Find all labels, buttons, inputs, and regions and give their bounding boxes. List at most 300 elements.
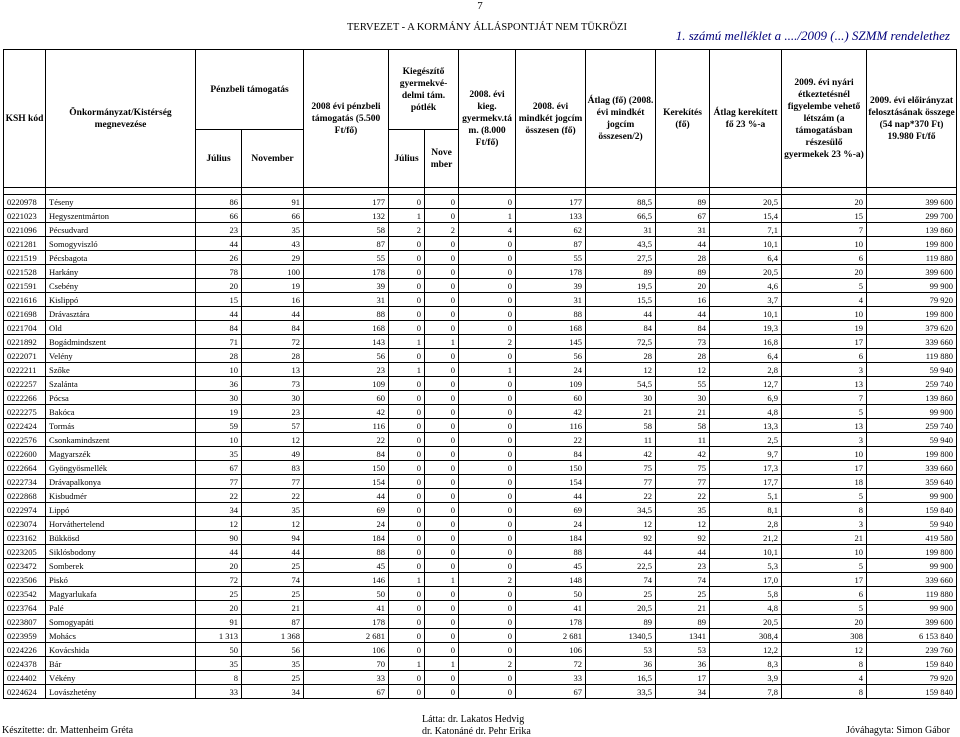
value-cell: 28 <box>656 349 710 363</box>
value-cell: 0 <box>459 405 516 419</box>
value-cell: 0 <box>389 559 425 573</box>
value-cell: 84 <box>304 447 389 461</box>
value-cell: 67 <box>656 209 710 223</box>
value-cell: 3 <box>782 433 867 447</box>
value-cell: 17 <box>782 461 867 475</box>
value-cell: 1 313 <box>196 629 242 643</box>
value-cell: 0 <box>389 531 425 545</box>
value-cell: 27,5 <box>586 251 656 265</box>
table-row <box>4 629 957 643</box>
table-row <box>4 559 957 573</box>
value-cell: 0 <box>389 419 425 433</box>
municipality-name-cell: Pécsbagota <box>46 251 196 265</box>
value-cell: 2 <box>425 223 459 237</box>
value-cell: 21 <box>782 531 867 545</box>
value-cell: 74 <box>656 573 710 587</box>
table-row <box>4 209 957 223</box>
value-cell: 67 <box>304 685 389 699</box>
value-cell: 199 800 <box>867 545 957 559</box>
value-cell: 66 <box>242 209 304 223</box>
value-cell: 399 600 <box>867 615 957 629</box>
table-row <box>4 349 957 363</box>
value-cell: 87 <box>516 237 586 251</box>
value-cell: 13 <box>782 419 867 433</box>
table-body <box>4 188 957 699</box>
value-cell: 10,1 <box>710 545 782 559</box>
value-cell: 70 <box>304 657 389 671</box>
value-cell: 87 <box>304 237 389 251</box>
value-cell: 35 <box>242 503 304 517</box>
value-cell: 21 <box>656 405 710 419</box>
value-cell: 8,3 <box>710 657 782 671</box>
value-cell: 5,8 <box>710 587 782 601</box>
value-cell: 3 <box>782 517 867 531</box>
value-cell: 5 <box>782 279 867 293</box>
value-cell: 1 <box>389 335 425 349</box>
value-cell: 74 <box>586 573 656 587</box>
value-cell: 0 <box>459 545 516 559</box>
value-cell: 178 <box>304 615 389 629</box>
value-cell: 4,6 <box>710 279 782 293</box>
value-cell: 44 <box>586 545 656 559</box>
value-cell: 60 <box>304 391 389 405</box>
value-cell: 24 <box>516 363 586 377</box>
value-cell: 72 <box>242 335 304 349</box>
value-cell: 2,5 <box>710 433 782 447</box>
value-cell: 359 640 <box>867 475 957 489</box>
value-cell: 0 <box>459 489 516 503</box>
value-cell: 1 368 <box>242 629 304 643</box>
value-cell: 16,8 <box>710 335 782 349</box>
value-cell: 18 <box>782 475 867 489</box>
municipality-name-cell: Szőke <box>46 363 196 377</box>
value-cell: 0 <box>425 279 459 293</box>
table-row <box>4 223 957 237</box>
value-cell: 20,5 <box>710 615 782 629</box>
value-cell: 60 <box>516 391 586 405</box>
value-cell: 71 <box>196 335 242 349</box>
value-cell: 26 <box>196 251 242 265</box>
col-both-total: 2008. évi mindkét jogcím összesen (fő) <box>516 50 586 188</box>
value-cell: 22,5 <box>586 559 656 573</box>
value-cell: 53 <box>586 643 656 657</box>
municipality-name-cell: Drávapalkonya <box>46 475 196 489</box>
value-cell: 35 <box>656 503 710 517</box>
value-cell: 39 <box>304 279 389 293</box>
value-cell: 20 <box>782 195 867 209</box>
col-ksh-code: KSH kód <box>4 50 46 188</box>
value-cell: 116 <box>304 419 389 433</box>
ksh-code-cell: 0221528 <box>4 265 46 279</box>
value-cell: 0 <box>425 349 459 363</box>
value-cell: 0 <box>459 601 516 615</box>
col-rounding: Kerekítés (fő) <box>656 50 710 188</box>
col-supp-november: Nove mber <box>425 130 459 188</box>
value-cell: 0 <box>389 685 425 699</box>
value-cell: 36 <box>656 657 710 671</box>
value-cell: 239 760 <box>867 643 957 657</box>
value-cell: 12,2 <box>710 643 782 657</box>
value-cell: 0 <box>389 601 425 615</box>
value-cell: 44 <box>196 545 242 559</box>
table-row <box>4 447 957 461</box>
value-cell: 6,4 <box>710 251 782 265</box>
ksh-code-cell: 0221281 <box>4 237 46 251</box>
value-cell: 84 <box>242 321 304 335</box>
value-cell: 10 <box>782 237 867 251</box>
value-cell: 0 <box>389 643 425 657</box>
value-cell: 7 <box>782 223 867 237</box>
value-cell: 2 <box>459 573 516 587</box>
value-cell: 146 <box>304 573 389 587</box>
value-cell: 0 <box>389 349 425 363</box>
value-cell: 55 <box>656 377 710 391</box>
value-cell: 0 <box>459 321 516 335</box>
value-cell: 58 <box>586 419 656 433</box>
value-cell: 44 <box>656 307 710 321</box>
municipality-name-cell: Old <box>46 321 196 335</box>
municipality-name-cell: Pécsudvard <box>46 223 196 237</box>
value-cell: 22 <box>196 489 242 503</box>
value-cell: 20 <box>656 279 710 293</box>
value-cell: 19 <box>242 279 304 293</box>
footer <box>0 712 960 737</box>
value-cell: 75 <box>586 461 656 475</box>
value-cell: 419 580 <box>867 531 957 545</box>
municipality-name-cell: Palé <box>46 601 196 615</box>
value-cell: 20,5 <box>710 195 782 209</box>
value-cell: 20 <box>782 615 867 629</box>
table-row <box>4 391 957 405</box>
value-cell: 5 <box>782 489 867 503</box>
value-cell: 30 <box>242 391 304 405</box>
municipality-name-cell: Somberek <box>46 559 196 573</box>
value-cell: 12 <box>656 363 710 377</box>
value-cell: 33 <box>196 685 242 699</box>
value-cell: 0 <box>459 629 516 643</box>
value-cell: 89 <box>656 615 710 629</box>
value-cell: 1 <box>389 573 425 587</box>
municipality-name-cell: Kislippó <box>46 293 196 307</box>
value-cell: 22 <box>516 433 586 447</box>
value-cell: 34 <box>656 685 710 699</box>
approved-by: Jóváhagyta: Simon Gábor <box>846 725 950 736</box>
value-cell: 145 <box>516 335 586 349</box>
value-cell: 44 <box>196 307 242 321</box>
value-cell: 44 <box>516 489 586 503</box>
value-cell: 92 <box>656 531 710 545</box>
value-cell: 0 <box>459 251 516 265</box>
col-supplementary-allowance: Kiegészítő gyermekvé-delmi tám. pótlék <box>389 50 459 130</box>
value-cell: 7,8 <box>710 685 782 699</box>
value-cell: 177 <box>304 195 389 209</box>
table-row <box>4 489 957 503</box>
value-cell: 10,1 <box>710 307 782 321</box>
value-cell: 25 <box>242 587 304 601</box>
value-cell: 94 <box>242 531 304 545</box>
value-cell: 89 <box>586 615 656 629</box>
value-cell: 21 <box>586 405 656 419</box>
annex-title: 1. számú melléklet a ..../2009 (...) SZMM rendelethez <box>675 28 950 43</box>
value-cell: 86 <box>196 195 242 209</box>
value-cell: 53 <box>656 643 710 657</box>
value-cell: 43 <box>242 237 304 251</box>
value-cell: 17,3 <box>710 461 782 475</box>
value-cell: 0 <box>425 545 459 559</box>
value-cell: 132 <box>304 209 389 223</box>
value-cell: 66 <box>196 209 242 223</box>
value-cell: 12 <box>586 517 656 531</box>
value-cell: 159 840 <box>867 503 957 517</box>
value-cell: 91 <box>196 615 242 629</box>
value-cell: 4,8 <box>710 405 782 419</box>
draft-notice: TERVEZET - A KORMÁNY ÁLLÁSPONTJÁT NEM TÜKRÖZI <box>347 22 627 33</box>
value-cell: 0 <box>425 419 459 433</box>
value-cell: 12 <box>782 643 867 657</box>
value-cell: 178 <box>516 265 586 279</box>
value-cell: 0 <box>389 671 425 685</box>
value-cell: 90 <box>196 531 242 545</box>
value-cell: 0 <box>389 293 425 307</box>
value-cell: 0 <box>425 531 459 545</box>
value-cell: 299 700 <box>867 209 957 223</box>
value-cell: 30 <box>586 391 656 405</box>
municipality-name-cell: Hegyszentmárton <box>46 209 196 223</box>
value-cell: 84 <box>586 321 656 335</box>
value-cell: 0 <box>425 391 459 405</box>
value-cell: 30 <box>656 391 710 405</box>
ksh-code-cell: 0221023 <box>4 209 46 223</box>
col-municipality-name: Önkormányzat/Kistérség megnevezése <box>46 50 196 188</box>
municipality-name-cell: Bár <box>46 657 196 671</box>
municipality-name-cell: Lippó <box>46 503 196 517</box>
municipality-name-cell: Magyarszék <box>46 447 196 461</box>
municipality-name-cell: Szalánta <box>46 377 196 391</box>
value-cell: 99 900 <box>867 405 957 419</box>
value-cell: 5 <box>782 601 867 615</box>
value-cell: 1 <box>459 363 516 377</box>
value-cell: 72 <box>516 657 586 671</box>
value-cell: 2,8 <box>710 363 782 377</box>
value-cell: 56 <box>304 349 389 363</box>
value-cell: 24 <box>516 517 586 531</box>
ksh-code-cell: 0222664 <box>4 461 46 475</box>
value-cell: 19,3 <box>710 321 782 335</box>
table-row <box>4 321 957 335</box>
value-cell: 15,5 <box>586 293 656 307</box>
value-cell: 17 <box>782 335 867 349</box>
value-cell: 0 <box>389 587 425 601</box>
value-cell: 69 <box>516 503 586 517</box>
col-supp-july: Július <box>389 130 425 188</box>
value-cell: 379 620 <box>867 321 957 335</box>
municipality-name-cell: Tormás <box>46 419 196 433</box>
value-cell: 31 <box>586 223 656 237</box>
col-cash-november: November <box>242 130 304 188</box>
value-cell: 13 <box>782 377 867 391</box>
table-row <box>4 615 957 629</box>
ksh-code-cell: 0221591 <box>4 279 46 293</box>
value-cell: 72 <box>196 573 242 587</box>
prepared-by: Készítette: dr. Mattenheim Gréta <box>2 725 134 736</box>
ksh-code-cell: 0222071 <box>4 349 46 363</box>
value-cell: 259 740 <box>867 419 957 433</box>
value-cell: 44 <box>196 237 242 251</box>
value-cell: 21,2 <box>710 531 782 545</box>
value-cell: 0 <box>459 615 516 629</box>
value-cell: 106 <box>516 643 586 657</box>
value-cell: 0 <box>459 279 516 293</box>
value-cell: 308,4 <box>710 629 782 643</box>
value-cell: 0 <box>459 475 516 489</box>
value-cell: 77 <box>656 475 710 489</box>
value-cell: 159 840 <box>867 685 957 699</box>
value-cell: 23 <box>196 223 242 237</box>
value-cell: 7,1 <box>710 223 782 237</box>
value-cell: 1 <box>425 573 459 587</box>
value-cell: 0 <box>459 195 516 209</box>
value-cell: 28 <box>586 349 656 363</box>
value-cell: 0 <box>389 629 425 643</box>
municipality-name-cell: Kisbudmér <box>46 489 196 503</box>
value-cell: 56 <box>516 349 586 363</box>
value-cell: 0 <box>425 363 459 377</box>
value-cell: 0 <box>389 447 425 461</box>
value-cell: 16 <box>242 293 304 307</box>
value-cell: 50 <box>516 587 586 601</box>
col-supplementary-2008: 2008. évi kieg. gyermekv.tá m. (8.000 Ft/fő) <box>459 50 516 188</box>
value-cell: 34 <box>242 685 304 699</box>
table-row <box>4 657 957 671</box>
municipality-name-cell: Vékény <box>46 671 196 685</box>
table-row <box>4 587 957 601</box>
value-cell: 6,9 <box>710 391 782 405</box>
value-cell: 2 681 <box>516 629 586 643</box>
value-cell: 0 <box>425 629 459 643</box>
value-cell: 44 <box>304 489 389 503</box>
value-cell: 33 <box>516 671 586 685</box>
value-cell: 109 <box>516 377 586 391</box>
value-cell: 28 <box>196 349 242 363</box>
value-cell: 42 <box>304 405 389 419</box>
value-cell: 168 <box>516 321 586 335</box>
value-cell: 0 <box>425 643 459 657</box>
value-cell: 44 <box>242 307 304 321</box>
value-cell: 59 <box>196 419 242 433</box>
value-cell: 87 <box>242 615 304 629</box>
value-cell: 3,7 <box>710 293 782 307</box>
value-cell: 1 <box>389 209 425 223</box>
value-cell: 67 <box>516 685 586 699</box>
table-row <box>4 335 957 349</box>
ksh-code-cell: 0222266 <box>4 391 46 405</box>
value-cell: 0 <box>459 461 516 475</box>
value-cell: 42 <box>516 405 586 419</box>
ksh-code-cell: 0221519 <box>4 251 46 265</box>
value-cell: 57 <box>242 419 304 433</box>
ksh-code-cell: 0224624 <box>4 685 46 699</box>
value-cell: 92 <box>586 531 656 545</box>
municipality-name-cell: Gyöngyösmellék <box>46 461 196 475</box>
value-cell: 12 <box>242 517 304 531</box>
table-row <box>4 531 957 545</box>
value-cell: 1 <box>389 363 425 377</box>
municipality-name-cell: Mohács <box>46 629 196 643</box>
value-cell: 16 <box>656 293 710 307</box>
table-row <box>4 279 957 293</box>
value-cell: 0 <box>425 615 459 629</box>
value-cell: 0 <box>425 475 459 489</box>
value-cell: 54,5 <box>586 377 656 391</box>
value-cell: 339 660 <box>867 461 957 475</box>
value-cell: 84 <box>656 321 710 335</box>
ksh-code-cell: 0222576 <box>4 433 46 447</box>
value-cell: 0 <box>459 293 516 307</box>
value-cell: 15,4 <box>710 209 782 223</box>
value-cell: 6 <box>782 587 867 601</box>
value-cell: 59 940 <box>867 363 957 377</box>
value-cell: 69 <box>304 503 389 517</box>
value-cell: 28 <box>242 349 304 363</box>
value-cell: 0 <box>425 321 459 335</box>
value-cell: 41 <box>516 601 586 615</box>
value-cell: 78 <box>196 265 242 279</box>
value-cell: 8 <box>196 671 242 685</box>
value-cell: 106 <box>304 643 389 657</box>
table-row <box>4 433 957 447</box>
municipality-name-cell: Horváthertelend <box>46 517 196 531</box>
value-cell: 177 <box>516 195 586 209</box>
value-cell: 0 <box>425 461 459 475</box>
municipality-name-cell: Somogyviszló <box>46 237 196 251</box>
value-cell: 11 <box>586 433 656 447</box>
ksh-code-cell: 0224226 <box>4 643 46 657</box>
value-cell: 0 <box>389 391 425 405</box>
value-cell: 15 <box>196 293 242 307</box>
value-cell: 0 <box>425 671 459 685</box>
value-cell: 5,1 <box>710 489 782 503</box>
value-cell: 1 <box>459 209 516 223</box>
value-cell: 0 <box>459 307 516 321</box>
ksh-code-cell: 0221892 <box>4 335 46 349</box>
value-cell: 84 <box>196 321 242 335</box>
value-cell: 73 <box>656 335 710 349</box>
value-cell: 100 <box>242 265 304 279</box>
value-cell: 154 <box>516 475 586 489</box>
value-cell: 0 <box>389 321 425 335</box>
value-cell: 22 <box>586 489 656 503</box>
value-cell: 41 <box>304 601 389 615</box>
value-cell: 0 <box>425 237 459 251</box>
ksh-code-cell: 0223959 <box>4 629 46 643</box>
value-cell: 5 <box>782 559 867 573</box>
value-cell: 184 <box>304 531 389 545</box>
value-cell: 88 <box>516 545 586 559</box>
value-cell: 9,7 <box>710 447 782 461</box>
value-cell: 1340,5 <box>586 629 656 643</box>
ksh-code-cell: 0223542 <box>4 587 46 601</box>
table-row <box>4 237 957 251</box>
table-row <box>4 377 957 391</box>
value-cell: 20 <box>782 265 867 279</box>
value-cell: 21 <box>656 601 710 615</box>
value-cell: 6 <box>782 349 867 363</box>
ksh-code-cell: 0221616 <box>4 293 46 307</box>
value-cell: 399 600 <box>867 265 957 279</box>
value-cell: 4 <box>459 223 516 237</box>
reviewed-by-1: Látta: dr. Lakatos Hedvig <box>422 714 525 725</box>
value-cell: 11 <box>656 433 710 447</box>
